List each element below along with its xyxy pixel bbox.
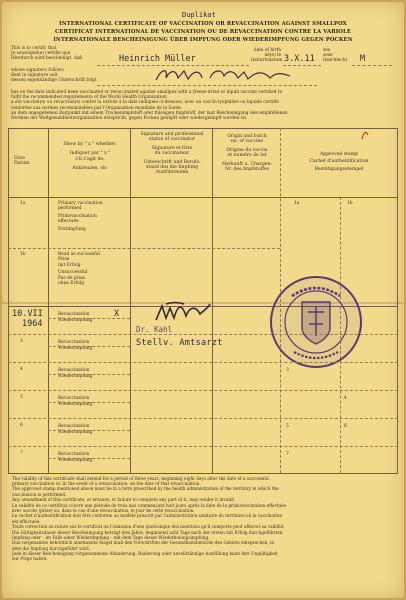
- stamp-row-number: 5: [286, 424, 289, 429]
- row-rule: [8, 334, 398, 335]
- holder-signature-scribble: [152, 66, 297, 84]
- footer-line: zur Folge haben.: [12, 556, 48, 562]
- certificate-page: [2, 2, 404, 598]
- col-date-header: Date Datum: [14, 156, 30, 167]
- footer-line: La validité de ce certificat couvre une période de trois ans commençant huit jours après la date de la primovaccination effectuée: [12, 503, 287, 509]
- holder-name: Heinrich Müller: [119, 54, 196, 64]
- certify-text: This is to certify that Je soussigné(e) certifie que Hierdurch wird bescheinigt, daß: [11, 46, 83, 62]
- revaccination-label: Revaccination Wiederimpfung: [58, 312, 93, 324]
- footer-line: Any amendment of this certificate, or erasure, or failure to complete any part of it, may render it invalid.: [12, 496, 236, 502]
- col-origin-header: Origin and batch no. of vaccine Origine du vaccin et numéro du lot Herkunft u. Chargen- Nr. des Impfstoffes: [221, 134, 273, 173]
- row-number: 6: [20, 423, 23, 428]
- footer-line: primary vaccination or, in the event of a revaccination, on the date of that revaccination.: [12, 481, 201, 487]
- footer-line: Jede in dieser Bescheinigung vorgenommene Abänderung, Radierung oder unvollständige Ausfüllung kann ihre Ungültigkeit: [12, 550, 278, 556]
- revaccination-separator: [48, 430, 130, 431]
- col-stamp-header: Approved stamp Cachet d'authentification Bestätigungsstempel: [309, 152, 369, 172]
- row-1b-label: 1b: [20, 252, 26, 257]
- sex-label: sex sexe Geschlecht: [323, 48, 348, 64]
- table-left-rule: [8, 128, 9, 473]
- col-rule-3: [212, 128, 213, 473]
- row-number: 3: [20, 339, 23, 344]
- col-signature-header: Signature and professional status of vaccinator Signature et titre du vaccinateur Unterschrift und Berufs- stand des die Impfung Ausführenden: [140, 132, 204, 176]
- title-en: INTERNATIONAL CERTIFICATE OF VACCINATION OR REVACCINATION AGAINST SMALLPOX: [59, 21, 347, 27]
- official-stamp: [266, 272, 366, 372]
- revaccination-separator: [48, 458, 130, 459]
- revaccination-separator: [48, 318, 130, 319]
- footer-line: Die Gültigkeitsdauer dieser Bescheinigung beträgt drei Jahre, beginnend acht Tage nach der ersten mit Erfolg durchgeführten: [12, 530, 283, 536]
- primary-vaccination-text: Primary vaccination performed Primovaccination effectuée Erstimpfung: [58, 201, 103, 232]
- vaccinator-signature: [152, 300, 212, 326]
- stamp-row-number-right: 4: [344, 396, 347, 401]
- footer-line: vaccination is performed.: [12, 491, 67, 497]
- revaccination-separator: [48, 346, 130, 347]
- vaccinator-title: Stellv. Amtsarzt: [136, 338, 223, 348]
- row-1a-stamp-label: 1a: [294, 201, 300, 206]
- red-ink-mark: [360, 126, 370, 138]
- entry-date: 10.VII 1964: [12, 309, 43, 329]
- col-show-header: Show by " x " whether: Indiquer par " x " s'il s'agit de: Ankreuzen, ob:: [63, 142, 117, 172]
- footer-line: dem die Impfung durchgeführt wird.: [12, 545, 91, 551]
- revaccination-label: Revaccination Wiederimpfung: [58, 452, 93, 464]
- validity-footer: [12, 476, 398, 561]
- stamp-row-number: 3: [286, 368, 289, 373]
- footer-line: est effectuée.: [12, 518, 41, 524]
- footer-line: Le cachet d'authentification doit être conforme au modèle prescrit par l'administration sanitaire du territoire où la vaccination: [12, 513, 283, 519]
- certificate-title: [2, 21, 404, 43]
- vaccinator-stamp-name: Dr. Kahl: [136, 325, 173, 334]
- footer-line: The approved stamp mentioned above must be in a form prescribed by the health administration of the territory in which the: [12, 486, 279, 492]
- sex-value: M: [360, 54, 366, 64]
- revaccination-label: Revaccination Wiederimpfung: [58, 396, 93, 408]
- revaccination-separator: [48, 374, 130, 375]
- vaccinator-signature-scribble: [152, 300, 212, 326]
- row-rule: [8, 446, 398, 447]
- stamp-row-number-right: 6: [344, 424, 347, 429]
- row-1b-stamp-label: 1b: [347, 201, 353, 206]
- footer-line: Toute correction ou rature sur le certificat ou l'omission d'une quelconque des mentions qu'il comporte peut affecter sa validité.: [12, 523, 285, 529]
- red-ink-scribble: [360, 129, 370, 141]
- holder-signature: [152, 66, 297, 84]
- revaccination-label: Revaccination Wiederimpfung: [58, 340, 93, 352]
- footer-line: Das vorgenannte behördlich anerkannte Siegel muß den Vorschriften der Gesundheitsbehörde des Gebiets entsprechen, in: [12, 540, 275, 546]
- row-number: 5: [20, 395, 23, 400]
- footer-line: Impfung oder – im Falle einer Wiederimpfung – mit dem Tage dieser Wiederholungsimpfung.: [12, 535, 210, 541]
- signature-underline: [97, 85, 317, 86]
- title-fr: CERTIFICAT INTERNATIONAL DE VACCINATION OU DE REVACCINATION CONTRE LA VARIOLE: [55, 29, 351, 35]
- stamp-row-number: 7: [286, 452, 289, 457]
- official-stamp-seal: [266, 272, 366, 372]
- table-right-rule: [397, 128, 398, 473]
- row-number: 7: [20, 451, 23, 456]
- table-top-rule: [8, 128, 398, 129]
- sex-underline: [352, 65, 392, 66]
- signature-text: whose signature follows dont la signature suit dessen eigenhändige Unterschrift folgt: [11, 68, 97, 84]
- row-1a-label: 1a: [20, 201, 26, 206]
- entry-x-mark: X: [114, 309, 120, 319]
- footer-line: avec succès (prise) ou, dans le cas d'une revaccination, le jour de cette revaccination.: [12, 508, 195, 514]
- row-rule: [8, 390, 398, 391]
- table-bottom-rule: [8, 473, 398, 474]
- col-rule-1: [48, 128, 49, 473]
- certification-paragraph: has on the date indicated been vaccinated or revaccinated against smallpox with a freeze-dried or liquid vaccine certified to fulfil the recommended requirements of the World Health Organization. a été vacciné(e) ou revacciné(e) contre la variole à la date indiquée ci-dessous, avec un vaccin lyophilisé ou liquide certifié conforme aux normes recommandées par l'Organisation mondiale de la Santé. an dem angegebenen Zeitpunkt mit einem Trockenimpfstoff oder flüssigen Impfstoff, der laut Bescheinigung den empfohlenen Normen der Weltgesundheitsorganisation entspricht, gegen Pocken geimpft oder wiedergeimpft worden ist.: [11, 90, 288, 122]
- row-1a-bottom-rule: [8, 248, 280, 249]
- duplicate-mark: Duplikat: [182, 11, 216, 19]
- col-rule-2: [130, 128, 131, 473]
- revaccination-label: Revaccination Wiederimpfung: [58, 368, 93, 380]
- row-number: 4: [20, 367, 23, 372]
- row-rule: [8, 418, 398, 419]
- header-bottom-rule: [8, 197, 398, 198]
- row-rule: [8, 362, 398, 363]
- dob-value: 3.X.11: [284, 54, 315, 64]
- footer-line: The validity of this certificate shall extend for a period of three years, beginning eight days after the date of a successful: [12, 476, 269, 481]
- revaccination-label: Revaccination Wiederimpfung: [58, 424, 93, 436]
- read-result-text: Read as successful Prise mit Erfolg Unsuccessful Pas de prise ohne Erfolg: [58, 252, 100, 287]
- dob-label: date of birth né(e) le Geburtsdatum: [251, 48, 283, 64]
- revaccination-separator: [48, 402, 130, 403]
- title-de: INTERNATIONALE BESCHEINIGUNG ÜBER IMPFUNG ODER WIEDERIMPFUNG GEGEN POCKEN: [53, 37, 353, 43]
